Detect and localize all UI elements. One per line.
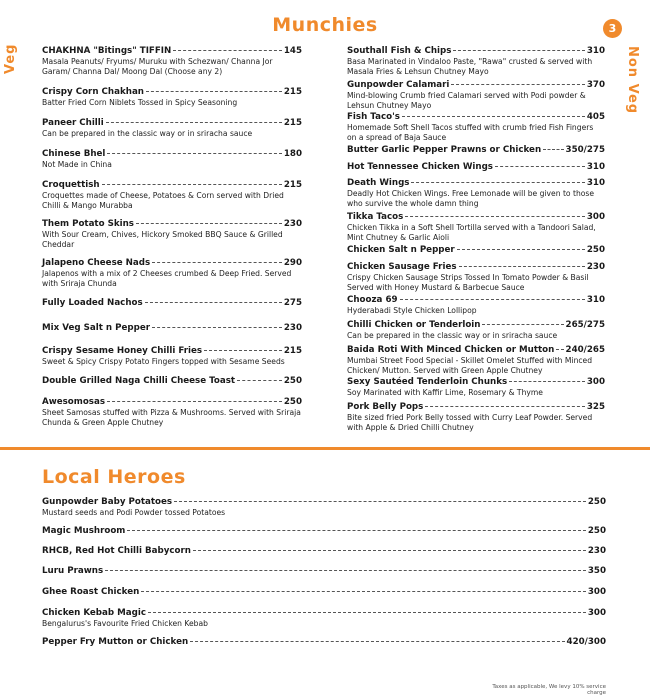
nonveg-item	[347, 320, 605, 341]
item-description: Masala Peanuts/ Fryums/ Muruku with Schezwan/ Channa Jor Garam/ Channa Dal/ Moong Dal (Choose any 2)	[42, 57, 273, 76]
local-heroes-item	[42, 566, 606, 576]
item-name: Luru Prawns	[42, 566, 104, 576]
item-name: Jalapeno Cheese Nads	[42, 258, 151, 268]
tax-footnote: Taxes as applicable, We levy 10% service charge	[492, 684, 606, 696]
item-name: Sexy Sautéed Tenderloin Chunks	[347, 377, 508, 387]
item-description: Homemade Soft Shell Tacos stuffed with crumb fried Fish Fingers on a spread of Baja Sauce	[347, 123, 594, 142]
item-description: Mustard seeds and Podi Powder tossed Potatoes	[42, 508, 226, 517]
local-heroes-item	[42, 587, 606, 597]
item-name: Magic Mushroom	[42, 526, 126, 536]
item-price: 250	[586, 245, 605, 255]
item-price: 215	[283, 346, 302, 356]
item-price: 350/275	[565, 145, 605, 155]
nonveg-item	[347, 178, 605, 208]
veg-item	[42, 323, 302, 333]
item-price: 265/275	[565, 320, 605, 330]
item-name: Chooza 69	[347, 295, 398, 305]
item-price: 405	[586, 112, 605, 122]
veg-item	[42, 46, 302, 76]
nonveg-item	[347, 345, 605, 375]
local-heroes-item	[42, 546, 606, 556]
veg-item	[42, 258, 302, 288]
item-name: Chicken Kebab Magic	[42, 608, 146, 618]
item-price: 300	[586, 212, 605, 222]
item-description: Sweet & Spicy Crispy Potato Fingers topped with Sesame Seeds	[42, 357, 285, 366]
local-heroes-title: Local Heroes	[42, 466, 186, 488]
veg-item	[42, 376, 302, 386]
item-name: Ghee Roast Chicken	[42, 587, 140, 597]
item-description: Can be prepared in the classic way or in sriracha sauce	[347, 331, 558, 340]
item-price: 325	[586, 402, 605, 412]
item-name: Paneer Chilli	[42, 118, 104, 128]
veg-item	[42, 87, 302, 108]
item-name: Death Wings	[347, 178, 410, 188]
item-price: 250	[587, 497, 606, 507]
veg-item	[42, 397, 302, 427]
item-name: CHAKHNA "Bitings" TIFFIN	[42, 46, 172, 56]
nonveg-item	[347, 145, 605, 155]
item-name: Double Grilled Naga Chilli Cheese Toast	[42, 376, 236, 386]
item-price: 310	[586, 295, 605, 305]
local-heroes-item	[42, 637, 606, 647]
item-description: Soy Marinated with Kaffir Lime, Rosemary & Thyme	[347, 388, 543, 397]
nonveg-item	[347, 377, 605, 398]
item-name: Mix Veg Salt n Pepper	[42, 323, 150, 333]
item-price: 300	[587, 587, 606, 597]
item-price: 310	[586, 178, 605, 188]
page-number-badge: 3	[603, 19, 622, 38]
item-name: Crispy Corn Chakhan	[42, 87, 144, 97]
nonveg-item	[347, 162, 605, 172]
item-price: 180	[283, 149, 302, 159]
section-divider	[0, 447, 650, 450]
local-heroes-item	[42, 608, 606, 629]
munchies-title: Munchies	[272, 14, 378, 36]
nonveg-item	[347, 212, 605, 242]
item-price: 370	[586, 80, 605, 90]
item-description: Jalapenos with a mix of 2 Cheeses crumbed & Deep Fried. Served with Sriraja Chunda	[42, 269, 292, 288]
nonveg-label: Non Veg	[625, 46, 640, 115]
item-price: 230	[283, 219, 302, 229]
nonveg-item	[347, 80, 605, 110]
nonveg-item	[347, 46, 605, 76]
item-price: 300	[586, 377, 605, 387]
item-price: 250	[283, 397, 302, 407]
item-description: Basa Marinated in Vindaloo Paste, "Rawa" crusted & served with Masala Fries & Lehsun Chutney Mayo	[347, 57, 593, 76]
item-description: Bengalurus's Favourite Fried Chicken Kebab	[42, 619, 208, 628]
veg-label: Veg	[3, 43, 18, 74]
item-name: Gunpowder Calamari	[347, 80, 450, 90]
item-description: Mind-blowing Crumb fried Calamari served with Podi powder & Lehsun Chutney Mayo	[347, 91, 586, 110]
item-price: 145	[283, 46, 302, 56]
item-description: Batter Fried Corn Niblets Tossed in Spicy Seasoning	[42, 98, 238, 107]
item-name: Fully Loaded Nachos	[42, 298, 143, 308]
item-name: Croquettish	[42, 180, 100, 190]
item-description: Bite sized fried Pork Belly tossed with Curry Leaf Powder. Served with Apple & Dried Chilli Chutney	[347, 413, 593, 432]
item-price: 250	[587, 526, 606, 536]
nonveg-item	[347, 262, 605, 292]
item-name: Pork Belly Pops	[347, 402, 424, 412]
item-price: 300	[587, 608, 606, 618]
item-price: 215	[283, 118, 302, 128]
item-description: Can be prepared in the classic way or in sriracha sauce	[42, 129, 253, 138]
local-heroes-item	[42, 526, 606, 536]
veg-item	[42, 219, 302, 249]
item-name: Chinese Bhel	[42, 149, 106, 159]
item-price: 290	[283, 258, 302, 268]
item-description: Croquettes made of Cheese, Potatoes & Corn served with Dried Chilli & Mango Murabba	[42, 191, 284, 210]
veg-item	[42, 180, 302, 210]
item-name: Hot Tennessee Chicken Wings	[347, 162, 493, 172]
item-price: 215	[283, 180, 302, 190]
item-price: 250	[283, 376, 302, 386]
item-name: Crispy Sesame Honey Chilli Fries	[42, 346, 203, 356]
item-description: Sheet Samosas stuffed with Pizza & Mushrooms. Served with Sriraja Chunda & Green Apple Chutney	[42, 408, 301, 427]
item-price: 310	[586, 46, 605, 56]
item-price: 230	[587, 546, 606, 556]
item-price: 240/265	[565, 345, 605, 355]
item-price: 420/300	[566, 637, 606, 647]
item-price: 310	[586, 162, 605, 172]
veg-item	[42, 118, 302, 139]
veg-item	[42, 149, 302, 170]
item-description: Deadly Hot Chicken Wings. Free Lemonade will be given to those who survive the whole damn thing	[347, 189, 595, 208]
item-price: 230	[283, 323, 302, 333]
item-description: With Sour Cream, Chives, Hickory Smoked BBQ Sauce & Grilled Cheddar	[42, 230, 283, 249]
nonveg-item	[347, 295, 605, 316]
local-heroes-item	[42, 497, 606, 518]
item-name: Chilli Chicken or Tenderloin	[347, 320, 481, 330]
item-description: Mumbai Street Food Special - Skillet Omelet Stuffed with Minced Chicken/ Mutton. Served with Green Apple Chutney	[347, 356, 593, 375]
item-description: Hyderabadi Style Chicken Lollipop	[347, 306, 477, 315]
item-price: 350	[587, 566, 606, 576]
item-description: Chicken Tikka in a Soft Shell Tortilla served with a Tandoori Salad, Mint Chutney & Garlic Aioli	[347, 223, 596, 242]
item-price: 275	[283, 298, 302, 308]
nonveg-item	[347, 112, 605, 142]
item-name: Baida Roti With Minced Chicken or Mutton	[347, 345, 555, 355]
item-description: Not Made in China	[42, 160, 112, 169]
veg-item	[42, 346, 302, 367]
item-name: Butter Garlic Pepper Prawns or Chicken	[347, 145, 542, 155]
item-price: 215	[283, 87, 302, 97]
veg-item	[42, 298, 302, 308]
item-name: Awesomosas	[42, 397, 106, 407]
nonveg-item	[347, 245, 605, 255]
item-name: Them Potato Skins	[42, 219, 134, 229]
item-name: Gunpowder Baby Potatoes	[42, 497, 173, 507]
item-name: Chicken Salt n Pepper	[347, 245, 455, 255]
item-name: Pepper Fry Mutton or Chicken	[42, 637, 189, 647]
item-name: RHCB, Red Hot Chilli Babycorn	[42, 546, 191, 556]
item-name: Southall Fish & Chips	[347, 46, 452, 56]
item-name: Fish Taco's	[347, 112, 400, 122]
item-description: Crispy Chicken Sausage Strips Tossed In Tomato Powder & Basil Served with Honey Mustard & Barbecue Sauce	[347, 273, 589, 292]
nonveg-item	[347, 402, 605, 432]
item-name: Tikka Tacos	[347, 212, 404, 222]
item-price: 230	[586, 262, 605, 272]
item-name: Chicken Sausage Fries	[347, 262, 457, 272]
